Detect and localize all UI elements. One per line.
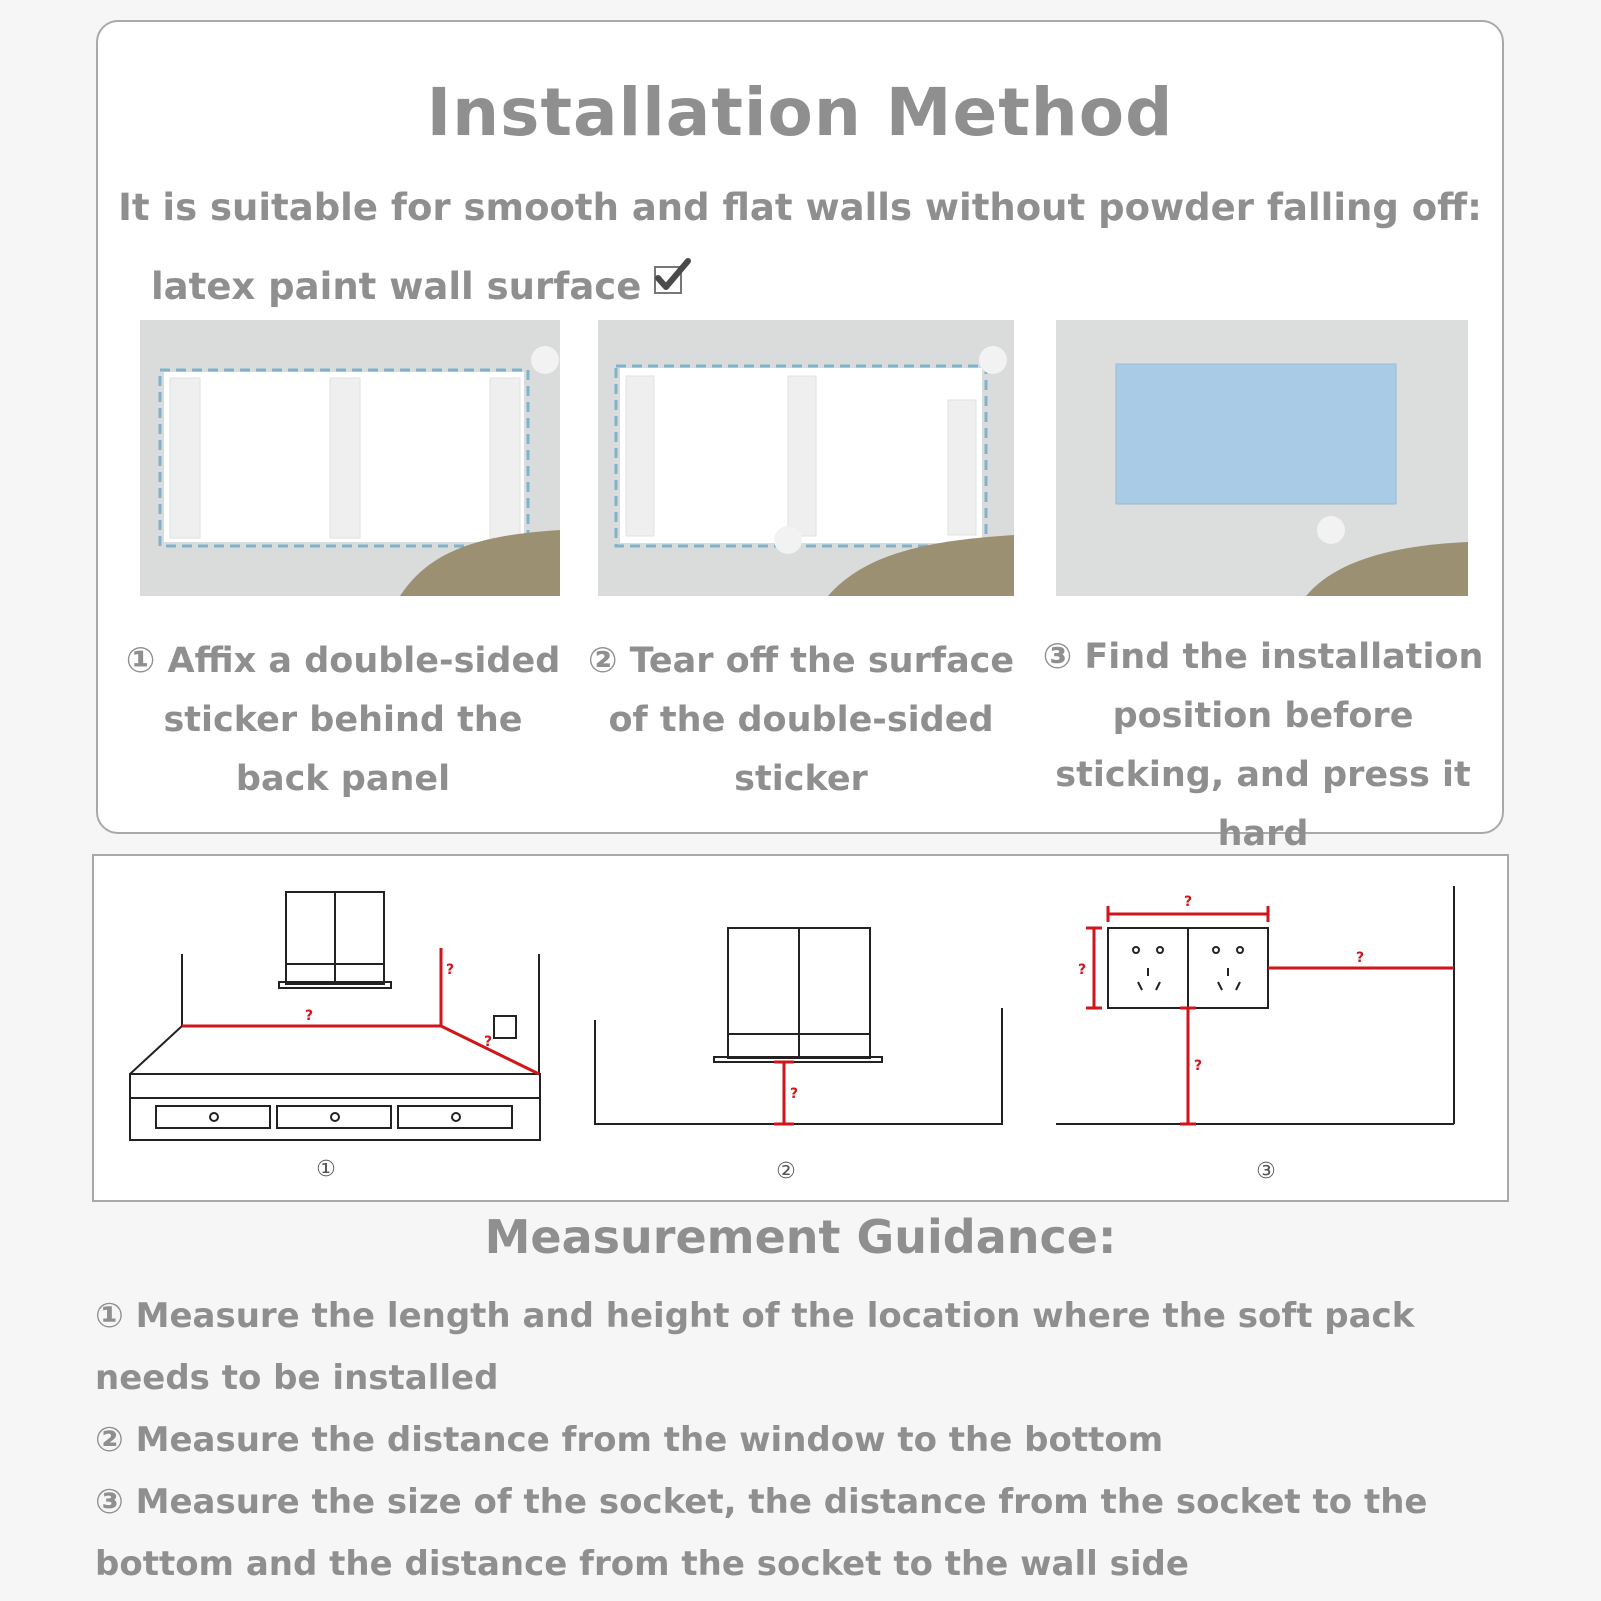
step-2-caption: ② Tear off the surface of the double-sided sticker — [587, 641, 1015, 799]
bed-height-question-mark: ? — [446, 962, 455, 978]
guidance-title: Measurement Guidance: — [484, 1210, 1117, 1264]
guidance-item-3: ③ Measure the size of the socket, the distance from the socket to the bottom and the distance from the socket to the wall side — [95, 1482, 1428, 1584]
socket-bottom-question-mark: ? — [1194, 1058, 1203, 1074]
bed-measure-lines — [182, 948, 539, 1074]
wall-suitability-note: It is suitable for smooth and flat walls without powder falling off: — [118, 186, 1482, 229]
guidance-list — [95, 1285, 1535, 1595]
measurement-diagram-panel — [92, 854, 1509, 1202]
bed-depth-question-mark: ? — [484, 1034, 493, 1050]
surface-type-label: latex paint wall surface — [151, 265, 642, 308]
window-diagram — [595, 928, 1002, 1124]
socket-measure-lines — [1086, 906, 1454, 1124]
page-title: Installation Method — [426, 74, 1174, 151]
socket-height-question-mark: ? — [1078, 962, 1087, 978]
diagram-3-label: ③ — [1256, 1159, 1276, 1184]
guidance-item-2: ② Measure the distance from the window to the bottom — [95, 1420, 1164, 1460]
step-3-photo — [1056, 320, 1468, 596]
diagram-1-label: ① — [316, 1157, 336, 1182]
window-height-question-mark: ? — [790, 1086, 799, 1102]
installation-method-panel — [96, 20, 1504, 854]
step-1-caption: ① Affix a double-sided sticker behind the back panel — [125, 641, 561, 799]
checkbox-checked-icon — [652, 256, 692, 296]
guidance-item-1: ① Measure the length and height of the location where the soft pack needs to be installed — [95, 1296, 1415, 1398]
diagram-2-label: ② — [776, 1159, 796, 1184]
socket-width-question-mark: ? — [1184, 894, 1193, 910]
diagram-1-icons — [210, 1113, 460, 1121]
bed-wall-diagram — [130, 892, 540, 1140]
step-1-photo — [140, 320, 560, 596]
step-2-photo — [598, 320, 1014, 596]
socket-diagram — [1056, 886, 1454, 1124]
measurement-diagrams — [94, 856, 1507, 1200]
bed-width-question-mark: ? — [305, 1008, 314, 1024]
step-3-caption: ③ Find the installation position before sticking, and press it hard — [1042, 637, 1484, 854]
socket-wall-question-mark: ? — [1356, 950, 1365, 966]
